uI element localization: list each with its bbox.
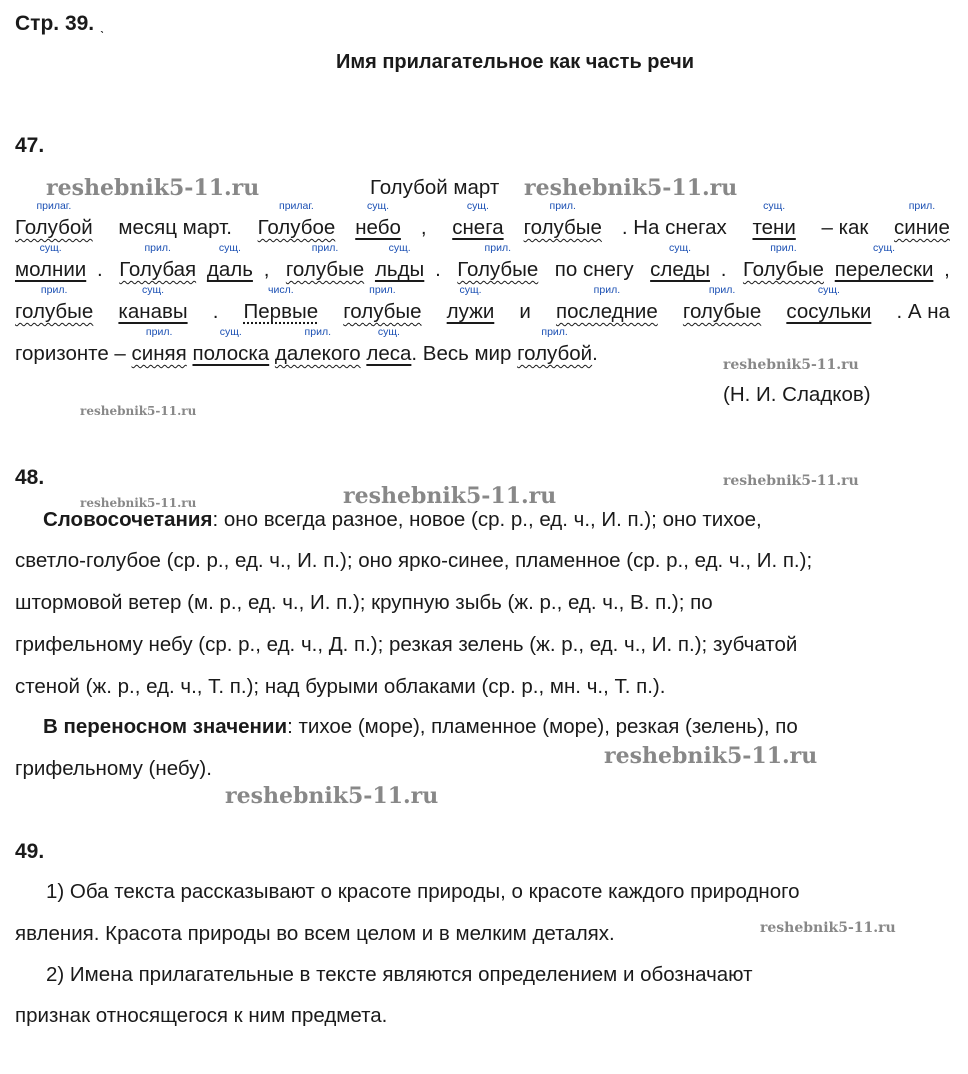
- text-line: сущ. молнии . прил. Голубая сущ. даль , прил. голубые сущ. льды . прил. Голубые по снегу сущ. следы . прил. Голубые сущ. перелески ,: [15, 242, 950, 281]
- text-line: 2) Имена прилагательные в тексте являются определением и обозначают: [46, 963, 753, 986]
- text-line: стеной (ж. р., ед. ч., Т. п.); над бурыми облаками (ср. р., мн. ч., Т. п.).: [15, 675, 666, 698]
- watermark: reshebnik5-11.ru: [604, 743, 818, 769]
- text-line: Словосочетания : оно всегда разное, новое (ср. р., ед. ч., И. п.); оно тихое,: [15, 508, 950, 532]
- word-adj: прил. синие: [894, 200, 950, 239]
- word-adj: прилаг. Голубое: [257, 200, 336, 239]
- text-line: прилаг. Голубой месяц март. прилаг. Голубое сущ. небо , сущ. снега прил. голубые . На снегах сущ. тени – как прил. синие: [15, 200, 950, 239]
- page-header: Стр. 39. ˎ: [15, 12, 105, 35]
- text-line: 1) Оба текста рассказывают о красоте природы, о красоте каждого природного: [46, 880, 800, 903]
- word-noun: сущ. даль: [206, 242, 253, 281]
- watermark: reshebnik5-11.ru: [723, 473, 859, 489]
- word-adj: прил. Голубые: [457, 242, 539, 281]
- text-line: светло-голубое (ср. р., ед. ч., И. п.); оно ярко-синее, пламенное (ср. р., ед. ч., И. п.);: [15, 549, 813, 572]
- word-adj: прил. голубые: [523, 200, 602, 239]
- exercise-48-number: 48.: [15, 466, 45, 489]
- watermark: reshebnik5-11.ru: [524, 175, 738, 201]
- word-adj: прил. далекого: [274, 326, 361, 365]
- exercise-47-number: 47.: [15, 134, 45, 157]
- exercise-49-number: 49.: [15, 840, 45, 863]
- watermark: reshebnik5-11.ru: [46, 175, 260, 201]
- word-adj: прил. голубые: [682, 284, 762, 323]
- page-header-mark: ˎ: [99, 17, 105, 33]
- watermark: reshebnik5-11.ru: [723, 357, 859, 373]
- watermark: reshebnik5-11.ru: [80, 404, 197, 418]
- word-adj: прил. голубые: [285, 242, 365, 281]
- text-line: прил. голубые сущ. канавы . числ. Первые прил. голубые сущ. лужи и прил. последние прил. голубые сущ. сосульки . А на: [15, 284, 950, 323]
- word-noun: сущ. леса: [366, 326, 412, 365]
- word-adj: прил. синяя: [131, 326, 187, 365]
- word-noun: сущ. лужи: [446, 284, 495, 323]
- word-noun: сущ. сосульки: [786, 284, 872, 323]
- text-line: явления. Красота природы во всем целом и в мелким деталях.: [15, 922, 615, 945]
- word-noun: сущ. льды: [374, 242, 425, 281]
- watermark: reshebnik5-11.ru: [80, 496, 197, 510]
- justified-text: : оно всегда разное, новое (ср. р., ед. ч., И. п.); оно тихое,: [212, 508, 762, 531]
- word-noun: сущ. полоска: [192, 326, 270, 365]
- word-numeral: числ. Первые: [243, 284, 319, 323]
- text-line: В переносном значении : тихое (море), пламенное (море), резкая (зелень), по: [43, 715, 798, 738]
- watermark: reshebnik5-11.ru: [760, 920, 896, 936]
- word-adj: прил. голубые: [15, 284, 94, 323]
- word-adj: прилаг. Голубой: [15, 200, 93, 239]
- word-adj: прил. Голубые: [742, 242, 824, 281]
- text-line: грифельному (небу).: [15, 757, 212, 780]
- word-adj: прил. Голубая: [119, 242, 197, 281]
- text-line: признак относящегося к ним предмета.: [15, 1004, 388, 1027]
- text-line: грифельному небу (ср. р., ед. ч., Д. п.); резкая зелень (ж. р., ед. ч., И. п.); зубчатой: [15, 633, 798, 656]
- text-line: горизонте – прил. синяя сущ. полоска прил. далекого сущ. леса. Весь мир прил. голубой.: [15, 326, 598, 365]
- word-noun: сущ. снега: [452, 200, 504, 239]
- word-noun: сущ. перелески: [834, 242, 934, 281]
- word-noun: сущ. следы: [650, 242, 710, 281]
- word-noun: сущ. молнии: [15, 242, 87, 281]
- text-line: штормовой ветер (м. р., ед. ч., И. п.); крупную зыбь (ж. р., ед. ч., В. п.); по: [15, 591, 713, 614]
- word-noun: сущ. канавы: [118, 284, 188, 323]
- section-title: Имя прилагательное как часть речи: [335, 51, 695, 73]
- word-adj: прил. последние: [555, 284, 658, 323]
- word-noun: сущ. небо: [355, 200, 401, 239]
- word-noun: сущ. тени: [752, 200, 796, 239]
- poem-title: Голубой март: [370, 176, 500, 199]
- word-adj: прил. голубые: [343, 284, 422, 323]
- author: (Н. И. Сладков): [723, 383, 871, 406]
- watermark: reshebnik5-11.ru: [343, 483, 557, 509]
- word-adj: прил. голубой: [517, 326, 593, 365]
- watermark: reshebnik5-11.ru: [225, 783, 439, 809]
